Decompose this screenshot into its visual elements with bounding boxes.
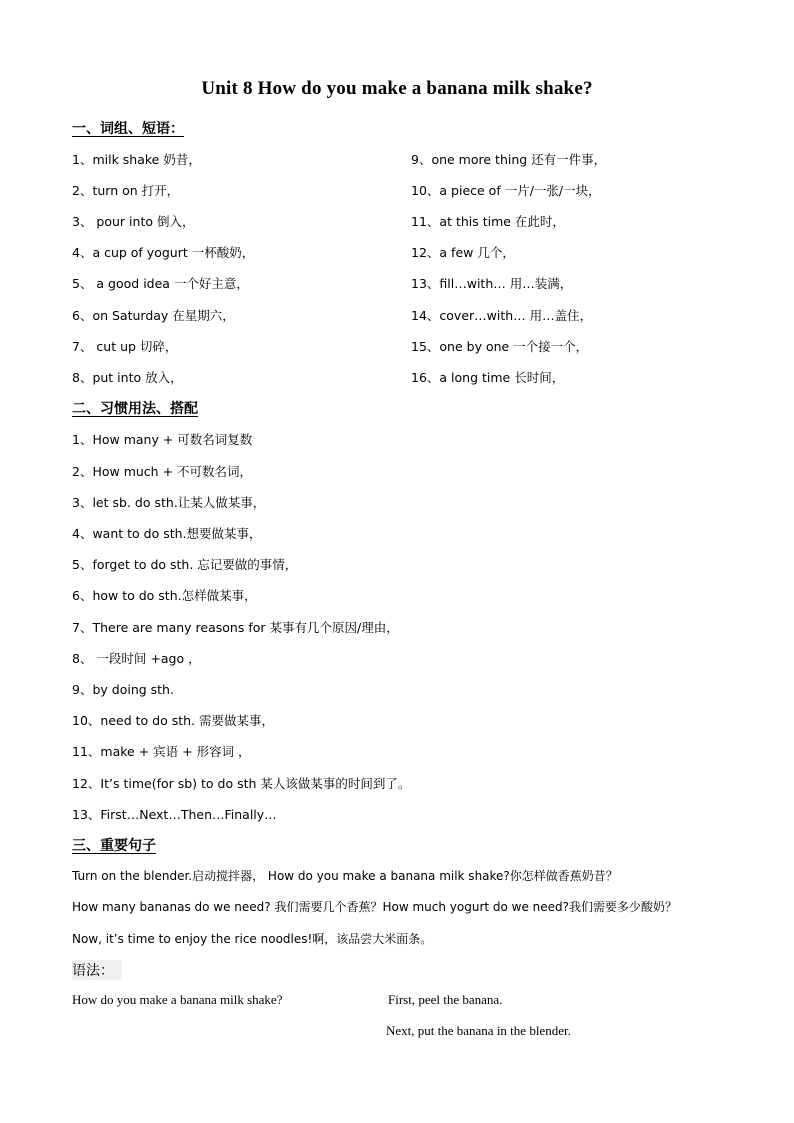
usage-item: 9、by doing sth. xyxy=(72,682,174,697)
phrase-item: 5、 a good idea 一个好主意， xyxy=(72,276,249,291)
phrase-item: 13、fill…with… 用…装满， xyxy=(411,276,573,291)
usage-item: 13、First…Next…Then…Finally… xyxy=(72,807,277,822)
usage-item: 1、How many + 可数名词复数 xyxy=(72,432,253,447)
usage-item: 11、make + 宾语 + 形容词 ， xyxy=(72,744,251,759)
page-title: Unit 8 How do you make a banana milk shake? xyxy=(201,78,593,99)
phrase-item: 6、on Saturday 在星期六， xyxy=(72,308,235,323)
usage-item: 6、how to do sth.怎样做某事， xyxy=(72,588,257,603)
phrase-item: 15、one by one 一个接一个， xyxy=(411,339,589,354)
usage-item: 4、want to do sth.想要做某事， xyxy=(72,526,262,541)
usage-item: 10、need to do sth. 需要做某事， xyxy=(72,713,274,728)
phrase-item: 7、 cut up 切碎， xyxy=(72,339,178,354)
section-heading-sentences: 三、重要句子 xyxy=(72,838,156,854)
grammar-question: How do you make a banana milk shake? xyxy=(72,992,283,1007)
phrase-item: 11、at this time 在此时， xyxy=(411,214,565,229)
phrase-item: 12、a few 几个， xyxy=(411,245,515,260)
usage-item: 12、It’s time(for sb) to do sth 某人该做某事的时间到了。 xyxy=(72,776,411,791)
phrase-item: 1、milk shake 奶昔， xyxy=(72,152,201,167)
phrase-item: 3、 pour into 倒入， xyxy=(72,214,195,229)
grammar-step: First, peel the banana. xyxy=(388,992,503,1007)
section-heading-usage: 二、习惯用法、搭配 xyxy=(72,401,198,417)
sentence-item: Now, it’s time to enjoy the rice noodles!啊，该品尝大米面条。 xyxy=(72,932,433,946)
section-heading-phrases: 一、词组、短语： xyxy=(72,121,184,137)
grammar-step: Next, put the banana in the blender. xyxy=(386,1023,571,1038)
grammar-heading: 语法： xyxy=(72,960,122,980)
sentence-item: How many bananas do we need? 我们需要几个香蕉？How much yogurt do we need?我们需要多少酸奶？ xyxy=(72,900,678,914)
phrase-item: 9、one more thing 还有一件事， xyxy=(411,152,607,167)
phrase-item: 14、cover…with… 用…盖住， xyxy=(411,308,593,323)
phrase-item: 8、put into 放入， xyxy=(72,370,183,385)
usage-item: 3、let sb. do sth.让某人做某事， xyxy=(72,495,266,510)
sentence-item: Turn on the blender.启动搅拌器， How do you make a banana milk shake?你怎样做香蕉奶昔？ xyxy=(72,869,618,883)
phrase-item: 2、turn on 打开， xyxy=(72,183,180,198)
usage-item: 2、How much + 不可数名词， xyxy=(72,464,253,479)
usage-item: 7、There are many reasons for 某事有几个原因/理由， xyxy=(72,620,399,635)
phrase-item: 4、a cup of yogurt 一杯酸奶， xyxy=(72,245,255,260)
usage-item: 5、forget to do sth. 忘记要做的事情， xyxy=(72,557,298,572)
usage-item: 8、 一段时间 +ago ， xyxy=(72,651,201,666)
phrase-item: 10、a piece of 一片/一张/一块， xyxy=(411,183,601,198)
phrase-item: 16、a long time 长时间， xyxy=(411,370,565,385)
